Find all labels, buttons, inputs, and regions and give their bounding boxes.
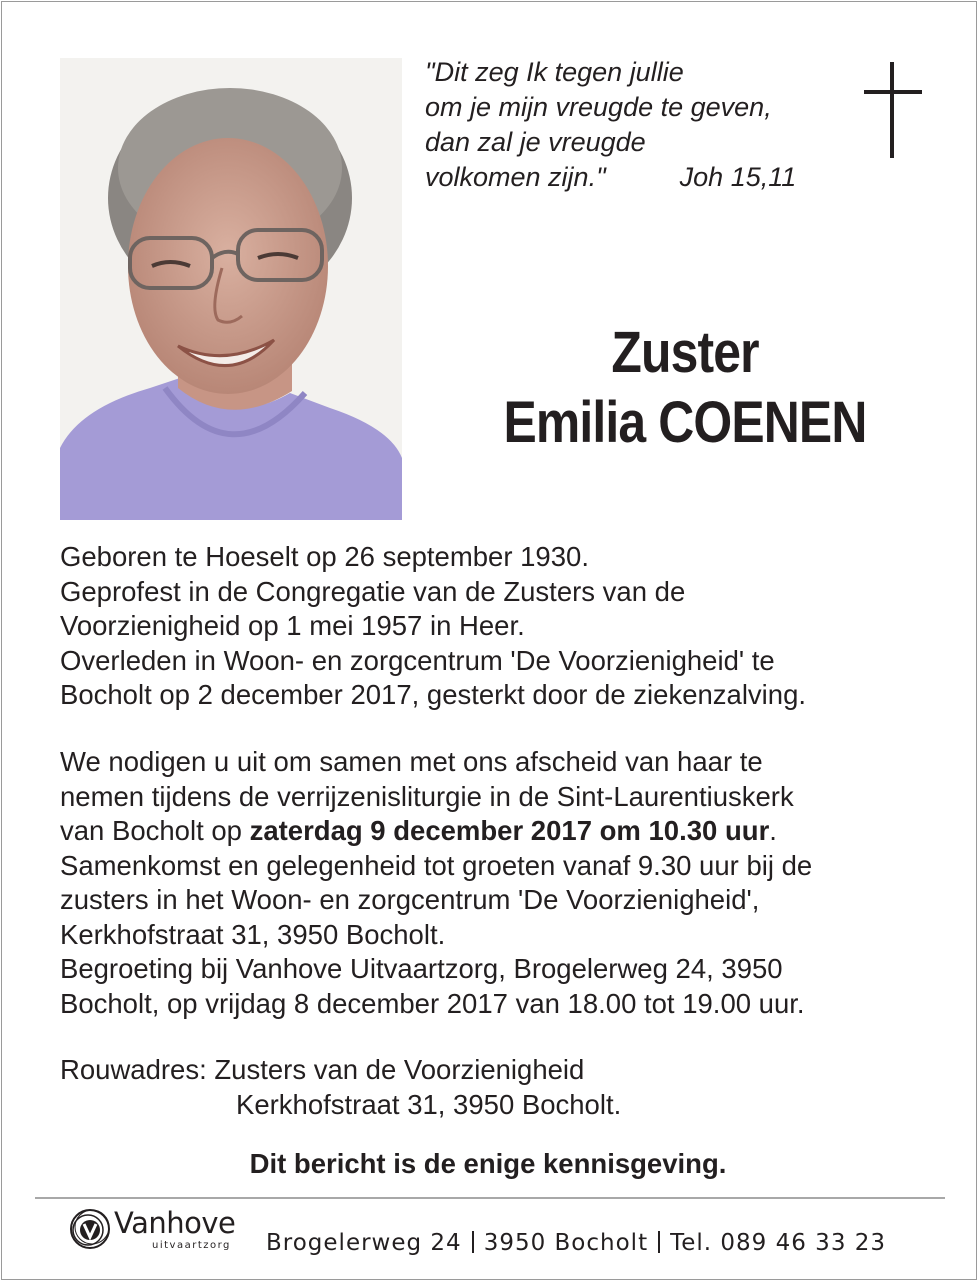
biography-line: Overleden in Woon- en zorgcentrum 'De Voorzienigheid' te [60, 644, 775, 676]
invitation-line: Bocholt, op vrijdag 8 december 2017 van 18.00 tot 19.00 uur. [60, 987, 805, 1019]
mourning-address-street: Kerkhofstraat 31, 3950 Bocholt. [236, 1088, 622, 1120]
deceased-title: Zuster [611, 320, 759, 385]
separator [472, 1231, 474, 1253]
mourning-address [60, 1053, 621, 1122]
portrait-photo [60, 58, 402, 520]
invitation-line: nemen tijdens de verrijzenisliturgie in de Sint-Laurentiuskerk [60, 780, 794, 812]
quote-line: volkomen zijn." [425, 162, 606, 192]
invitation-line-date [60, 814, 812, 849]
footer-city: 3950 Bocholt [483, 1230, 649, 1256]
mourning-address-label: Rouwadres: Zusters van de Voorzienigheid [60, 1054, 585, 1085]
funeral-invitation [60, 745, 812, 1021]
biography-line: Voorzienigheid op 1 mei 1957 in Heer. [60, 610, 525, 641]
brand-subtitle: uitvaartzorg [152, 1240, 231, 1251]
footer-divider [35, 1197, 945, 1199]
quote-line-last [425, 160, 796, 195]
deceased-name [487, 318, 883, 458]
footer-address: Brogelerweg 24 [266, 1230, 462, 1256]
invitation-line: Begroeting bij Vanhove Uitvaartzorg, Brogelerweg 24, 3950 [60, 953, 783, 984]
biography-line: Bocholt op 2 december 2017, gesterkt door de ziekenzalving. [60, 679, 807, 710]
vanhove-logo [66, 1205, 256, 1257]
invitation-prefix: van Bocholt op [60, 815, 250, 846]
brand-name: Vanhove [114, 1206, 236, 1240]
invitation-suffix: . [769, 815, 777, 846]
sole-notice: Dit bericht is de enige kennisgeving. [249, 1148, 727, 1179]
deceased-full-name: Emilia COENEN [503, 390, 867, 455]
quote-line: dan zal je vreugde [425, 127, 646, 157]
quote-reference: Joh 15,11 [679, 162, 797, 192]
invitation-line: Samenkomst en gelegenheid tot groeten vanaf 9.30 uur bij de [60, 849, 813, 881]
separator [658, 1231, 660, 1253]
quote-line: "Dit zeg Ik tegen jullie [425, 57, 684, 87]
biography-line: Geprofest in de Congregatie van de Zusters van de [60, 575, 686, 607]
invitation-line: Kerkhofstraat 31, 3950 Bocholt. [60, 918, 446, 950]
bible-quote [425, 55, 796, 195]
invitation-line: zusters in het Woon- en zorgcentrum 'De Voorzienigheid', [60, 884, 760, 915]
vanhove-logo-icon [66, 1205, 114, 1253]
biography [60, 540, 806, 713]
quote-line: om je mijn vreugde te geven, [425, 92, 772, 122]
funeral-date: zaterdag 9 december 2017 om 10.30 uur [249, 815, 770, 846]
footer-phone: Tel. 089 46 33 23 [670, 1230, 887, 1256]
biography-line: Geboren te Hoeselt op 26 september 1930. [60, 541, 589, 572]
footer-contact [266, 1228, 886, 1258]
cross-icon [864, 62, 922, 158]
invitation-line: We nodigen u uit om samen met ons afscheid van haar te [60, 746, 763, 777]
